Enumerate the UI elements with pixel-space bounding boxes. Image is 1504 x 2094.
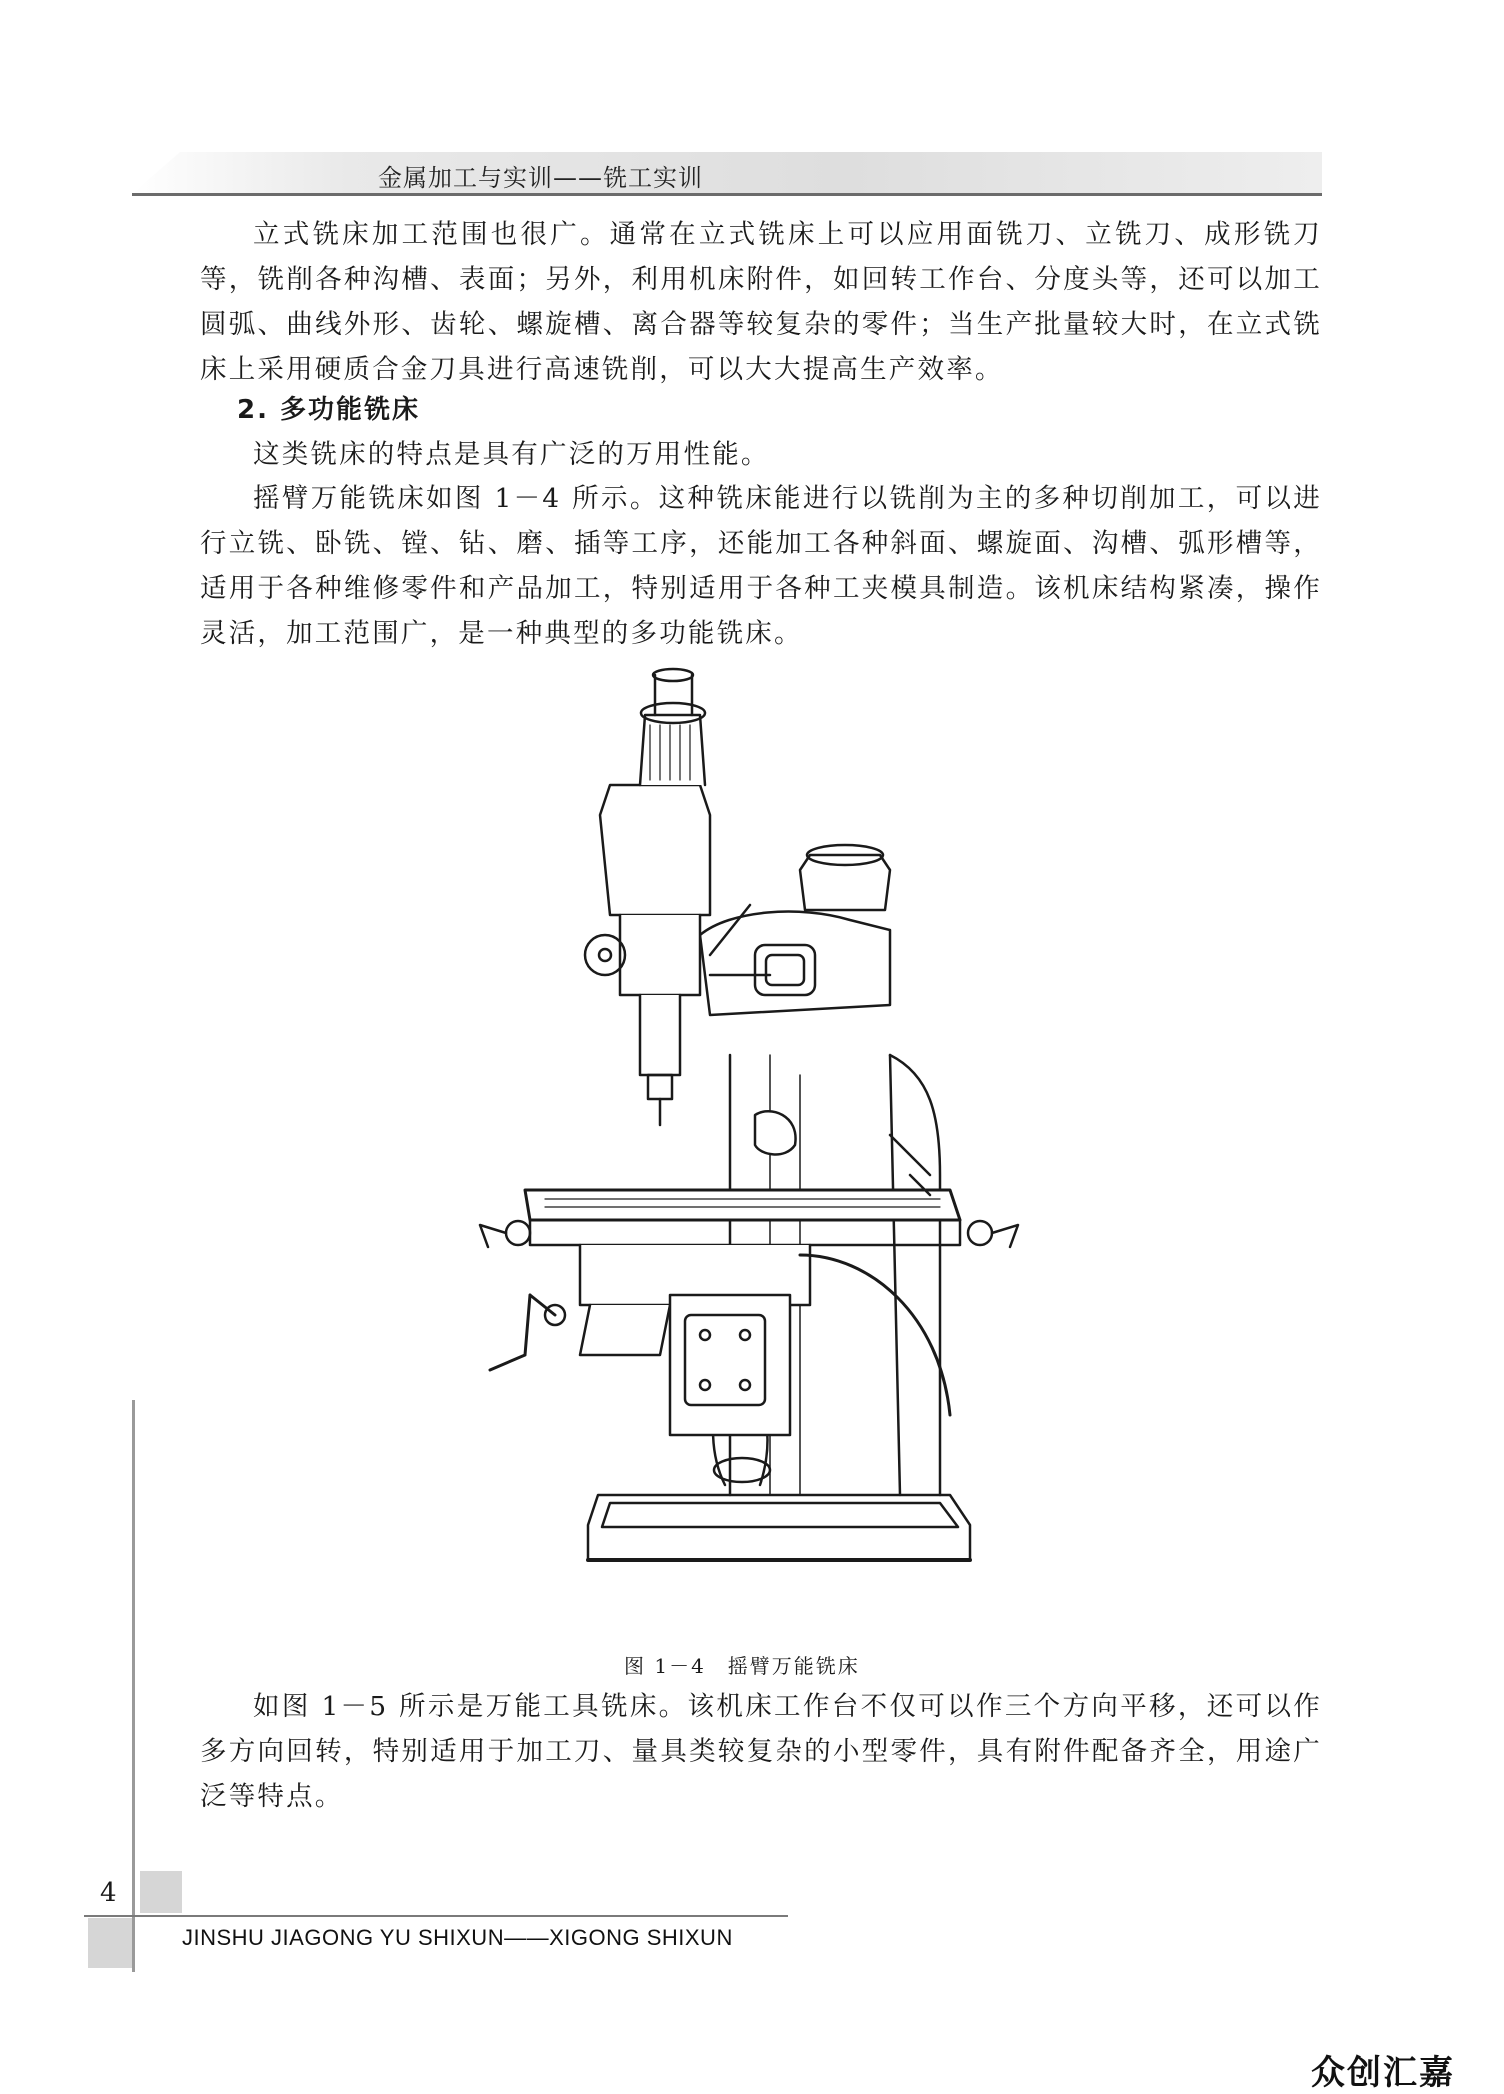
figure-milling-machine (470, 655, 1030, 1625)
paragraph-rocker-arm-milling: 摇臂万能铣床如图 1－4 所示。这种铣床能进行以铣削为主的多种切削加工，可以进行立铣、卧铣、镗、钻、磨、插等工序，还能加工各种斜面、螺旋面、沟槽、弧形槽等，适用于各种维修零件和产品加工，特别适用于各种工夹模具制造。该机床结构紧凑，操作灵活，加工范围广，是一种典型的多功能铣床。 (200, 483, 1322, 649)
footer-vertical-rule (132, 1400, 135, 1972)
header-rule (132, 193, 1322, 196)
figure-caption: 图 1－4 摇臂万能铣床 (624, 1654, 860, 1678)
running-header-title: 金属加工与实训——铣工实训 (378, 164, 703, 192)
header-band (132, 152, 1322, 194)
milling-machine-illustration (470, 655, 1030, 1625)
watermark: 众创汇嘉 (1311, 2053, 1455, 2093)
footer-decor-square (140, 1871, 182, 1913)
footer-rule (84, 1915, 788, 1917)
page-number: 4 (100, 1878, 117, 1908)
paragraph-tool-milling: 如图 1－5 所示是万能工具铣床。该机床工作台不仅可以作三个方向平移，还可以作多方向回转，特别适用于加工刀、量具类较复杂的小型零件，具有附件配备齐全，用途广泛等特点。 (200, 1691, 1322, 1812)
paragraph-multifunction-intro: 这类铣床的特点是具有广泛的万用性能。 (253, 439, 770, 470)
paragraph-vertical-milling: 立式铣床加工范围也很广。通常在立式铣床上可以应用面铣刀、立铣刀、成形铣刀等，铣削各种沟槽、表面；另外，利用机床附件，如回转工作台、分度头等，还可以加工圆弧、曲线外形、齿轮、螺旋槽、离合器等较复杂的零件；当生产批量较大时，在立式铣床上采用硬质合金刀具进行高速铣削，可以大大提高生产效率。 (200, 219, 1322, 385)
footer-title: JINSHU JIAGONG YU SHIXUN——XIGONG SHIXUN (182, 1925, 733, 1950)
footer-decor-square (88, 1918, 132, 1968)
section-heading: 2. 多功能铣床 (237, 395, 421, 425)
